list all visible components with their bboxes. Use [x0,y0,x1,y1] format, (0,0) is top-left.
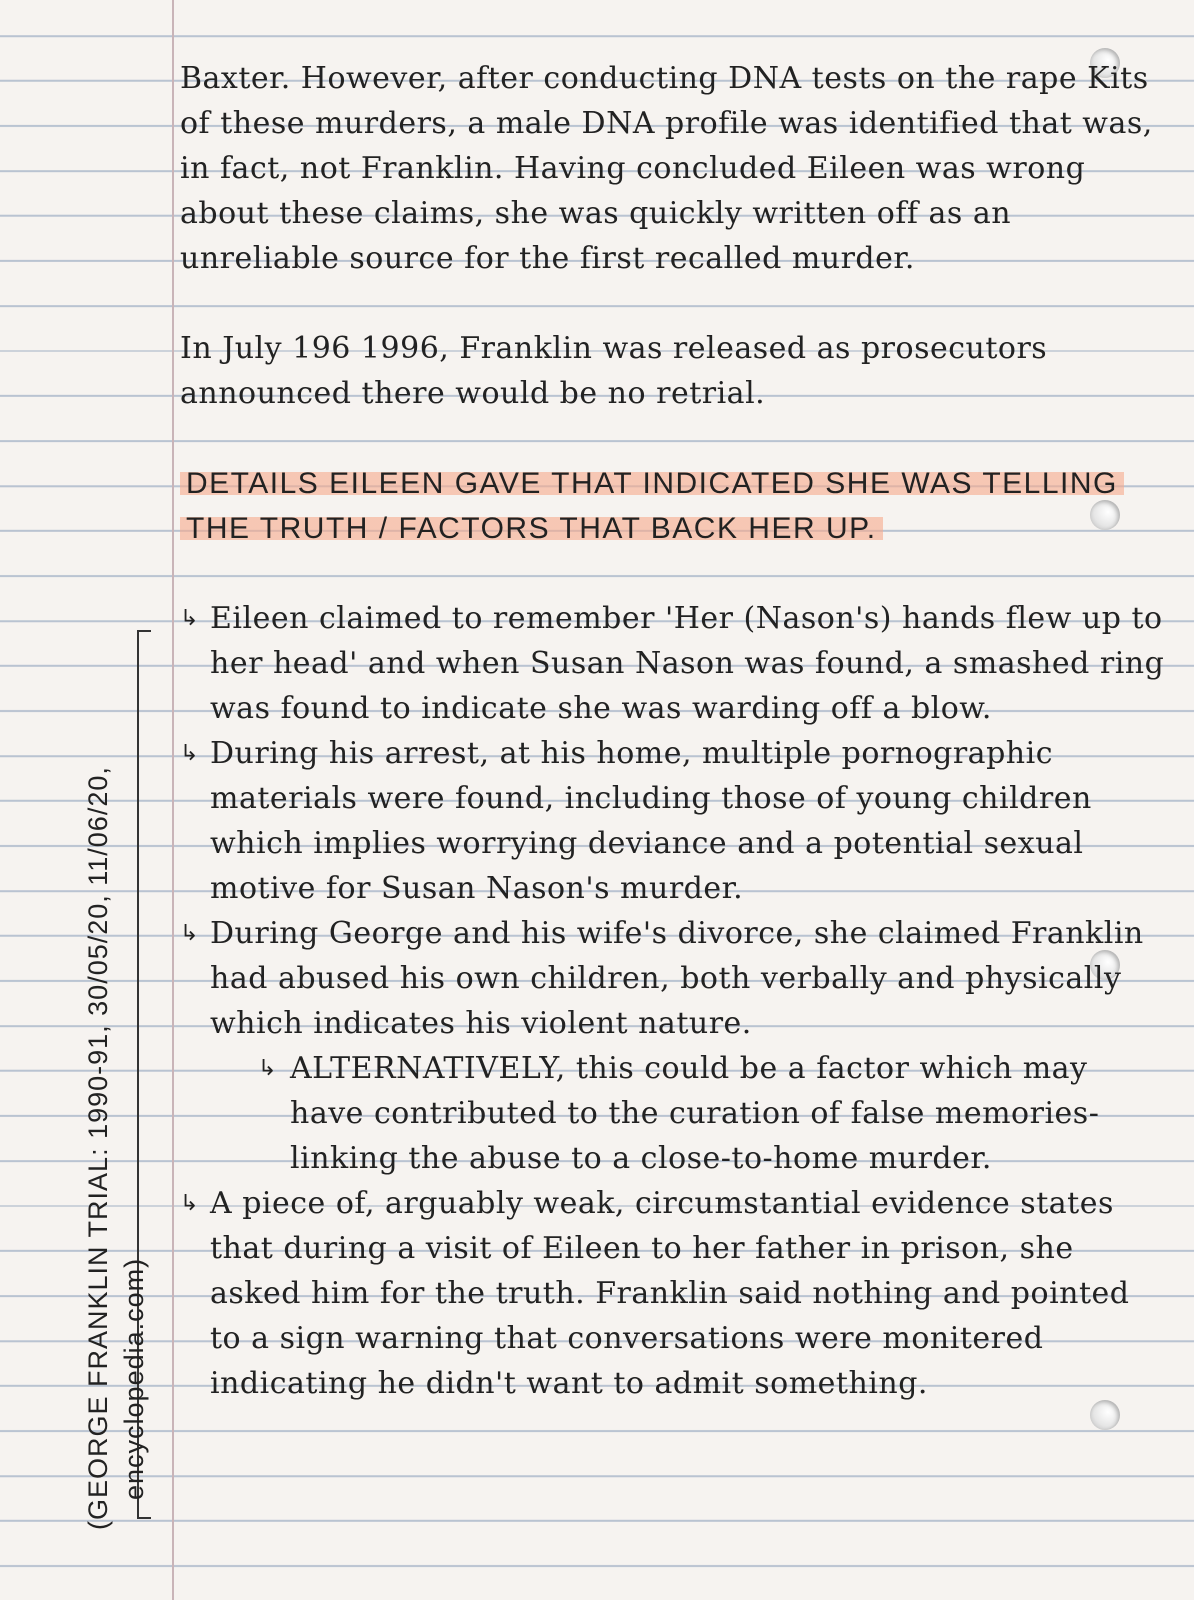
margin-line [172,0,174,1600]
bullet-text: During his arrest, at his home, multiple pornographic materials were found, including those of young children which implies worrying deviance and a potential sexual motive for Susan Nason's murder. [210,736,1092,906]
sub-bullet-text: ALTERNATIVELY, this could be a factor which may have contributed to the curation of false memories- linking the abuse to a close-to-home murder. [290,1051,1100,1176]
list-item [180,731,1170,911]
side-citation [80,590,152,1530]
bullet-list [180,596,1170,1406]
bullet-text: A piece of, arguably weak, circumstantial evidence states that during a visit of Eileen to her father in prison, she asked him for the truth. Franklin said nothing and pointed to a sign warning that conversations were monitered indicating he didn't want to admit something. [210,1186,1130,1401]
side-citation-line-2: encyclopedia.com) [119,1257,149,1500]
arrow-icon: ↳ [180,1191,199,1216]
arrow-icon: ↳ [180,921,199,946]
highlighted-heading [180,461,1170,551]
arrow-icon: ↳ [180,741,199,766]
bullet-text: During George and his wife's divorce, she claimed Franklin had abused his own children, both verbally and physically which indicates his violent nature. [210,916,1144,1041]
paragraph-release: In July 196 1996, Franklin was released as prosecutors announced there would be no retrial. [180,331,1048,411]
arrow-icon: ↳ [258,1056,277,1081]
heading-text: DETAILS EILEEN GAVE THAT INDICATED SHE WAS TELLING THE TRUTH / FACTORS THAT BACK HER UP. [180,467,1124,545]
list-item [180,596,1170,731]
side-citation-line-1: (GEORGE FRANKLIN TRIAL: 1990-91, 30/05/20, 11/06/20, [83,766,113,1530]
bullet-text: Eileen claimed to remember 'Her (Nason's) hands flew up to her head' and when Susan Nason was found, a smashed ring was found to indicate she was warding off a blow. [210,601,1165,726]
sub-list-item [180,1046,1170,1181]
arrow-icon: ↳ [180,606,199,631]
list-item [180,1181,1170,1406]
paragraph-dna-tests: Baxter. However, after conducting DNA tests on the rape Kits of these murders, a male DNA profile was identified that was, in fact, not Franklin. Having concluded Eileen was wrong about these claims, she was quickly written off as an unreliable source for the first recalled murder. [180,61,1153,276]
handwritten-notes [180,56,1170,1406]
list-item [180,911,1170,1046]
